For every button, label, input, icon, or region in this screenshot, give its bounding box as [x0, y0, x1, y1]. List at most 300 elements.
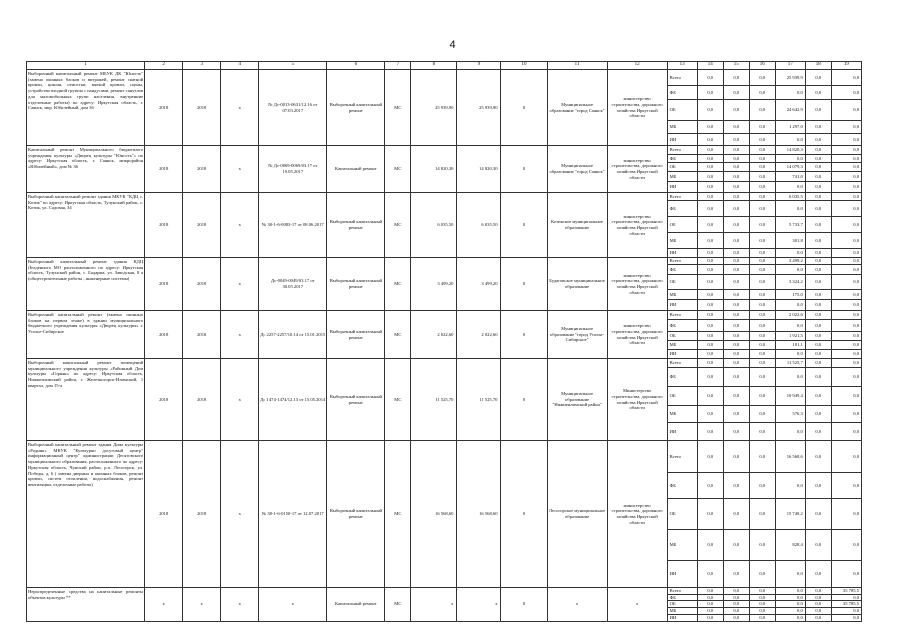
customer: министерство строительства, дорожного хозяйства Иркутской области: [607, 441, 667, 588]
amount-cell: 1 921,5: [775, 332, 805, 341]
amount-cell: 0,0: [697, 193, 723, 201]
amount-cell: 0,0: [831, 359, 861, 368]
estimated-cost: 14 820,30: [411, 146, 457, 193]
column-number-3: 3: [183, 62, 221, 70]
funding-source: ФБ: [667, 320, 697, 332]
amount-cell: 0,0: [831, 341, 861, 350]
amount-cell: 0,0: [805, 290, 831, 300]
amount-cell: 0,0: [805, 201, 831, 217]
year-start: 2018: [145, 441, 183, 588]
column-4-mark: x: [221, 359, 259, 441]
amount-cell: 0,0: [723, 594, 749, 601]
customer: министерство строительства, дорожного хозяйства Иркутской области: [607, 258, 667, 311]
amount-cell: 0,0: [775, 561, 805, 588]
amount-cell: 0,0: [805, 172, 831, 182]
amount-cell: 0,0: [775, 86, 805, 100]
amount-cell: 0,0: [749, 121, 775, 134]
object-type: МС: [385, 588, 411, 622]
amount-cell: 576,3: [775, 406, 805, 423]
amount-cell: 0,0: [805, 311, 831, 320]
amount-cell: 0,0: [831, 608, 861, 615]
customer: министерство строительства, дорожного хозяйства Иркутской области: [607, 193, 667, 258]
funding-source: МБ: [667, 341, 697, 350]
customer: министерство строительства, дорожного хозяйства Иркутской области: [607, 311, 667, 359]
amount-cell: 0,0: [697, 258, 723, 265]
municipality: Муниципальное образование "город Усолье-Сибирское": [547, 311, 607, 359]
amount-cell: 25 939,9: [775, 70, 805, 86]
expertise-conclusion: Дс 1474-1474/12.13 от 15.05.2014: [259, 359, 327, 441]
amount-cell: 0,0: [723, 265, 749, 275]
estimated-cost: 3 499,20: [411, 258, 457, 311]
amount-cell: 0,0: [723, 350, 749, 359]
amount-cell: 0,0: [697, 172, 723, 182]
column-number-9: 9: [457, 62, 501, 70]
amount-cell: 0,0: [697, 359, 723, 368]
amount-cell: 35 785,5: [831, 601, 861, 608]
table-row: [27, 311, 862, 320]
column-10-value: 0: [501, 146, 547, 193]
customer: Министерство строительства, дорожного хозяйства Иркутской области: [607, 359, 667, 441]
funding-source: Всего: [667, 193, 697, 201]
municipality: Котикское муниципальное образование: [547, 193, 607, 258]
amount-cell: 15 740,2: [775, 499, 805, 530]
amount-cell: 0,0: [749, 473, 775, 499]
amount-cell: 0,0: [805, 441, 831, 473]
amount-cell: 24 642,9: [775, 100, 805, 121]
amount-cell: 0,0: [805, 423, 831, 441]
amount-cell: 0,0: [749, 70, 775, 86]
amount-cell: 0,0: [723, 155, 749, 163]
project-name: Капитальный ремонт Муниципального бюджетного учреждения культуры «Дворец культуры "Юность"» по адресу: Иркутская область, г. Саянск, микрорайон «Юбилейный», дом № 36: [27, 146, 145, 193]
amount-cell: 0,0: [805, 300, 831, 311]
amount-cell: 3 324,2: [775, 275, 805, 290]
column-number-15: 15: [723, 62, 749, 70]
amount-cell: 0,0: [805, 134, 831, 146]
amount-cell: 0,0: [697, 146, 723, 155]
column-4-mark: x: [221, 146, 259, 193]
amount-cell: 0,0: [805, 100, 831, 121]
remaining-cost: 11 525,70: [457, 359, 501, 441]
amount-cell: 2 022,6: [775, 311, 805, 320]
amount-cell: 0,0: [749, 258, 775, 265]
amount-cell: 0,0: [697, 594, 723, 601]
column-number-7: 7: [385, 62, 411, 70]
amount-cell: 0,0: [723, 441, 749, 473]
column-number-10: 10: [501, 62, 547, 70]
amount-cell: 0,0: [697, 499, 723, 530]
amount-cell: 0,0: [749, 614, 775, 621]
column-number-5: 5: [259, 62, 327, 70]
project-name: Выборочный капитальный ремонт помещений муниципального учреждения культуры «Районный Дом культуры «Горняк» по адресу: Иркутская область, Нижнеилимский район, г. Железногорск-Илимский, 1 квартал, дом 15-а: [27, 359, 145, 441]
amount-cell: 0,0: [723, 275, 749, 290]
amount-cell: 0,0: [831, 201, 861, 217]
amount-cell: 0,0: [723, 182, 749, 193]
work-type: Выборочный капитальный ремонт: [327, 359, 385, 441]
amount-cell: 0,0: [831, 233, 861, 249]
funding-source: Всего: [667, 146, 697, 155]
amount-cell: 0,0: [723, 258, 749, 265]
amount-cell: 0,0: [749, 530, 775, 561]
municipality: Муниципальное образование "город Саянск": [547, 146, 607, 193]
column-10-value: 0: [501, 70, 547, 146]
amount-cell: 0,0: [697, 350, 723, 359]
table-row: [27, 588, 862, 595]
funding-source: ОБ: [667, 217, 697, 233]
amount-cell: 0,0: [805, 359, 831, 368]
work-type: Капитальный ремонт: [327, 588, 385, 622]
amount-cell: 0,0: [775, 134, 805, 146]
year-start: x: [145, 588, 183, 622]
amount-cell: 0,0: [697, 134, 723, 146]
amount-cell: 0,0: [805, 249, 831, 258]
amount-cell: 0,0: [831, 265, 861, 275]
amount-cell: 0,0: [749, 249, 775, 258]
amount-cell: 11 525,7: [775, 359, 805, 368]
amount-cell: 0,0: [805, 561, 831, 588]
work-type: Выборочный капитальный ремонт: [327, 311, 385, 359]
amount-cell: 6 035,5: [775, 193, 805, 201]
table-row: [27, 146, 862, 155]
amount-cell: 0,0: [831, 614, 861, 621]
amount-cell: 0,0: [831, 423, 861, 441]
remaining-cost: x: [457, 588, 501, 622]
amount-cell: 0,0: [805, 594, 831, 601]
amount-cell: 0,0: [805, 258, 831, 265]
amount-cell: 0,0: [831, 182, 861, 193]
amount-cell: 0,0: [775, 300, 805, 311]
municipality: Муниципальное образование "город Саянск": [547, 70, 607, 146]
amount-cell: 0,0: [831, 406, 861, 423]
amount-cell: 0,0: [749, 201, 775, 217]
column-number-14: 14: [697, 62, 723, 70]
amount-cell: 14 820,3: [775, 146, 805, 155]
amount-cell: 0,0: [775, 368, 805, 387]
amount-cell: 0,0: [805, 155, 831, 163]
estimated-cost: 6 035,50: [411, 193, 457, 258]
object-type: МС: [385, 70, 411, 146]
amount-cell: 0,0: [697, 233, 723, 249]
amount-cell: 0,0: [697, 217, 723, 233]
column-10-value: 0: [501, 193, 547, 258]
amount-cell: 0,0: [831, 155, 861, 163]
funding-source: ИИ: [667, 350, 697, 359]
funding-source: ФБ: [667, 473, 697, 499]
amount-cell: 0,0: [749, 217, 775, 233]
amount-cell: 0,0: [749, 275, 775, 290]
amount-cell: 0,0: [775, 201, 805, 217]
amount-cell: 0,0: [697, 163, 723, 172]
funding-source: ИИ: [667, 134, 697, 146]
customer: министерство строительства, дорожного хозяйства Иркутской области: [607, 146, 667, 193]
amount-cell: 0,0: [697, 561, 723, 588]
work-type: Выборочный капитальный ремонт: [327, 258, 385, 311]
amount-cell: 0,0: [697, 332, 723, 341]
funding-source: ИИ: [667, 614, 697, 621]
amount-cell: 0,0: [723, 341, 749, 350]
year-end: 2018: [183, 70, 221, 146]
amount-cell: 0,0: [723, 423, 749, 441]
column-10-value: 0: [501, 441, 547, 588]
year-start: 2018: [145, 146, 183, 193]
expertise-conclusion: № Дс-0013-0631/12.16 от 07.03.2017: [259, 70, 327, 146]
amount-cell: 0,0: [723, 530, 749, 561]
amount-cell: 0,0: [723, 561, 749, 588]
amount-cell: 0,0: [831, 311, 861, 320]
amount-cell: 0,0: [805, 608, 831, 615]
year-start: 2018: [145, 311, 183, 359]
table-row: [27, 70, 862, 86]
object-type: МС: [385, 441, 411, 588]
amount-cell: 0,0: [831, 163, 861, 172]
amount-cell: 0,0: [697, 290, 723, 300]
amount-cell: 0,0: [749, 387, 775, 406]
funding-source: ОБ: [667, 601, 697, 608]
amount-cell: 0,0: [805, 86, 831, 100]
amount-cell: 0,0: [775, 423, 805, 441]
column-number-19: 19: [831, 62, 861, 70]
amount-cell: 0,0: [749, 182, 775, 193]
column-number-17: 17: [775, 62, 805, 70]
customer: министерство строительства, дорожного хозяйства Иркутской области: [607, 70, 667, 146]
column-number-13: 13: [667, 62, 697, 70]
amount-cell: 0,0: [697, 423, 723, 441]
year-end: 2018: [183, 146, 221, 193]
expertise-conclusion: Дс 2257-2257/10.14 от 15.01.2015: [259, 311, 327, 359]
amount-cell: 0,0: [749, 588, 775, 595]
amount-cell: 0,0: [723, 163, 749, 172]
column-4-mark: x: [221, 311, 259, 359]
amount-cell: 0,0: [697, 275, 723, 290]
remaining-cost: 2 022,60: [457, 311, 501, 359]
amount-cell: 0,0: [775, 182, 805, 193]
amount-cell: 0,0: [723, 332, 749, 341]
funding-source: ИИ: [667, 182, 697, 193]
amount-cell: 0,0: [805, 406, 831, 423]
funding-source: Всего: [667, 70, 697, 86]
estimated-cost: x: [411, 588, 457, 622]
municipality: Муниципальное образование "Нижнеилимский район": [547, 359, 607, 441]
amount-cell: 0,0: [723, 134, 749, 146]
amount-cell: 0,0: [775, 614, 805, 621]
amount-cell: 5 733,7: [775, 217, 805, 233]
amount-cell: 0,0: [805, 368, 831, 387]
amount-cell: 0,0: [831, 320, 861, 332]
column-4-mark: x: [221, 441, 259, 588]
column-10-value: 0: [501, 359, 547, 441]
funding-source: ФБ: [667, 368, 697, 387]
object-type: МС: [385, 146, 411, 193]
column-4-mark: x: [221, 588, 259, 622]
funding-source: Всего: [667, 359, 697, 368]
column-4-mark: x: [221, 70, 259, 146]
amount-cell: 0,0: [749, 561, 775, 588]
amount-cell: 0,0: [805, 473, 831, 499]
amount-cell: 0,0: [697, 320, 723, 332]
remaining-cost: 16 568,60: [457, 441, 501, 588]
amount-cell: 0,0: [831, 368, 861, 387]
year-start: 2018: [145, 258, 183, 311]
estimated-cost: 11 525,70: [411, 359, 457, 441]
amount-cell: 0,0: [749, 320, 775, 332]
project-name: Выборочный капитальный ремонт МБУК ДК "Юность" (замена оконных блоков и витражей, ремонт скатной кровли, цоколя, отмостки, мягкой кровли, сцены, устройство входной группы с пандусами, ремонт санузлов для маломобильных групп населения, внутренние отделочные работы) по адресу: Иркутская область, г. Саянск, мкр. Юбилейный, дом 36: [27, 70, 145, 146]
amount-cell: 0,0: [749, 265, 775, 275]
amount-cell: 0,0: [775, 594, 805, 601]
amount-cell: 0,0: [697, 100, 723, 121]
column-number-8: 8: [411, 62, 457, 70]
municipality: x: [547, 588, 607, 622]
expertise-conclusion: № 38-1-6-0150-17 от 12.07.2017: [259, 441, 327, 588]
amount-cell: 0,0: [775, 350, 805, 359]
amount-cell: 0,0: [749, 350, 775, 359]
column-number-18: 18: [805, 62, 831, 70]
amount-cell: 0,0: [723, 359, 749, 368]
amount-cell: 0,0: [723, 499, 749, 530]
amount-cell: 0,0: [831, 350, 861, 359]
amount-cell: 0,0: [697, 300, 723, 311]
funding-source: МБ: [667, 530, 697, 561]
amount-cell: 0,0: [805, 601, 831, 608]
expertise-conclusion: № 38-1-6-0083-17 от 08.06.2017: [259, 193, 327, 258]
column-number-16: 16: [749, 62, 775, 70]
funding-source: Всего: [667, 311, 697, 320]
column-number-11: 11: [547, 62, 607, 70]
column-number-4: 4: [221, 62, 259, 70]
amount-cell: 0,0: [697, 311, 723, 320]
expertise-conclusion: x: [259, 588, 327, 622]
funding-source: ОБ: [667, 100, 697, 121]
amount-cell: 0,0: [775, 601, 805, 608]
work-type: Выборочный капитальный ремонт: [327, 441, 385, 588]
funding-source: ОБ: [667, 332, 697, 341]
amount-cell: 0,0: [831, 275, 861, 290]
amount-cell: 0,0: [831, 441, 861, 473]
amount-cell: 0,0: [697, 614, 723, 621]
amount-cell: 0,0: [775, 249, 805, 258]
amount-cell: 0,0: [723, 601, 749, 608]
funding-source: ФБ: [667, 265, 697, 275]
column-number-2: 2: [145, 62, 183, 70]
project-name: Выборочный капитальный ремонт здания МКУК "КДЦ с. Котик" по адресу: Иркутская область, Тулунский район, с. Котик, ул. Садовая, 34: [27, 193, 145, 258]
customer: x: [607, 588, 667, 622]
column-10-value: 0: [501, 311, 547, 359]
amount-cell: 0,0: [805, 499, 831, 530]
year-end: x: [183, 588, 221, 622]
remaining-cost: 3 499,20: [457, 258, 501, 311]
funding-source: ОБ: [667, 387, 697, 406]
amount-cell: 0,0: [697, 588, 723, 595]
amount-cell: 0,0: [831, 249, 861, 258]
amount-cell: 0,0: [723, 217, 749, 233]
amount-cell: 0,0: [775, 588, 805, 595]
funding-source: МБ: [667, 121, 697, 134]
funding-source: МБ: [667, 406, 697, 423]
estimated-cost: 25 939,90: [411, 70, 457, 146]
amount-cell: 828,4: [775, 530, 805, 561]
amount-cell: 0,0: [805, 217, 831, 233]
year-start: 2018: [145, 70, 183, 146]
object-type: МС: [385, 193, 411, 258]
project-name: Выборочный капитальный ремонт здания Дома культуры «Родник» МКУК "Культурно досуговый центр" информационный центр" администрации Десятовского муниципального образования, расположенного по адресу: Иркутская область, Чунский район, р.п. Лесогорск, ул. Победы, д. 6 ( замена дверных и оконных блоков, ремонт кровли, систем отопления, водоснабжения, ремонт вентиляции, отделочные работы): [27, 441, 145, 588]
amount-cell: 0,0: [831, 172, 861, 182]
amount-cell: 0,0: [805, 70, 831, 86]
funding-source: Всего: [667, 588, 697, 595]
amount-cell: 0,0: [749, 368, 775, 387]
amount-cell: 741,0: [775, 172, 805, 182]
amount-cell: 0,0: [749, 100, 775, 121]
funding-source: ОБ: [667, 163, 697, 172]
funding-source: ИИ: [667, 561, 697, 588]
amount-cell: 10 949,4: [775, 387, 805, 406]
column-number-1: 1: [27, 62, 145, 70]
year-end: 2018: [183, 359, 221, 441]
amount-cell: 0,0: [831, 499, 861, 530]
table-body: [27, 62, 862, 622]
amount-cell: 0,0: [723, 311, 749, 320]
amount-cell: 0,0: [805, 121, 831, 134]
object-type: МС: [385, 258, 411, 311]
amount-cell: 0,0: [697, 601, 723, 608]
project-name: Выборочный капитальный ремонт здания КДЦ (Їелденного МО расположенного по адресу: Иркутская область, Тулунский район, с. Бадарма, ул. Заводская, 8 а (общестроительные работы , инженерные системы): [27, 258, 145, 311]
amount-cell: 0,0: [831, 193, 861, 201]
amount-cell: 0,0: [723, 172, 749, 182]
work-type: Выборочный капитальный ремонт: [327, 70, 385, 146]
amount-cell: 0,0: [831, 594, 861, 601]
funding-source: МБ: [667, 233, 697, 249]
amount-cell: 0,0: [805, 275, 831, 290]
amount-cell: 0,0: [805, 233, 831, 249]
year-end: 2018: [183, 258, 221, 311]
amount-cell: 0,0: [831, 300, 861, 311]
amount-cell: 35 785,5: [831, 588, 861, 595]
amount-cell: 0,0: [723, 320, 749, 332]
expertise-conclusion: № Дс-0069-0069/03.17 от 19.05.2017: [259, 146, 327, 193]
amount-cell: 0,0: [749, 193, 775, 201]
table-row: [27, 193, 862, 201]
project-name: Нераспределенные средства на капитальные ремонты объектов культуры **: [27, 588, 145, 622]
amount-cell: 0,0: [831, 473, 861, 499]
amount-cell: 0,0: [831, 134, 861, 146]
column-number-12: 12: [607, 62, 667, 70]
amount-cell: 0,0: [749, 594, 775, 601]
amount-cell: 1 297,0: [775, 121, 805, 134]
remaining-cost: 25 939,90: [457, 70, 501, 146]
amount-cell: 0,0: [723, 614, 749, 621]
funding-source: Всего: [667, 441, 697, 473]
object-type: МС: [385, 359, 411, 441]
amount-cell: 0,0: [723, 249, 749, 258]
amount-cell: 0,0: [723, 588, 749, 595]
funding-source: МБ: [667, 608, 697, 615]
work-type: Капитальный ремонт: [327, 146, 385, 193]
municipality: Лесогорское муниципальное образование: [547, 441, 607, 588]
amount-cell: 0,0: [805, 530, 831, 561]
column-number-row: [27, 62, 862, 70]
amount-cell: 0,0: [723, 146, 749, 155]
amount-cell: 0,0: [723, 406, 749, 423]
amount-cell: 0,0: [749, 423, 775, 441]
amount-cell: 0,0: [723, 121, 749, 134]
project-name: Выборочный капитальный ремонт (замена оконных блоков на первом этаже) в здании муниципального бюджетного учреждения культуры «Дворец культуры» г. Усолье-Сибирское: [27, 311, 145, 359]
amount-cell: 0,0: [775, 320, 805, 332]
amount-cell: 0,0: [697, 368, 723, 387]
remaining-cost: 6 035,50: [457, 193, 501, 258]
amount-cell: 0,0: [831, 530, 861, 561]
investment-program-table: [26, 61, 862, 622]
amount-cell: 0,0: [805, 193, 831, 201]
year-end: 2018: [183, 311, 221, 359]
amount-cell: 0,0: [749, 134, 775, 146]
funding-source: ФБ: [667, 86, 697, 100]
